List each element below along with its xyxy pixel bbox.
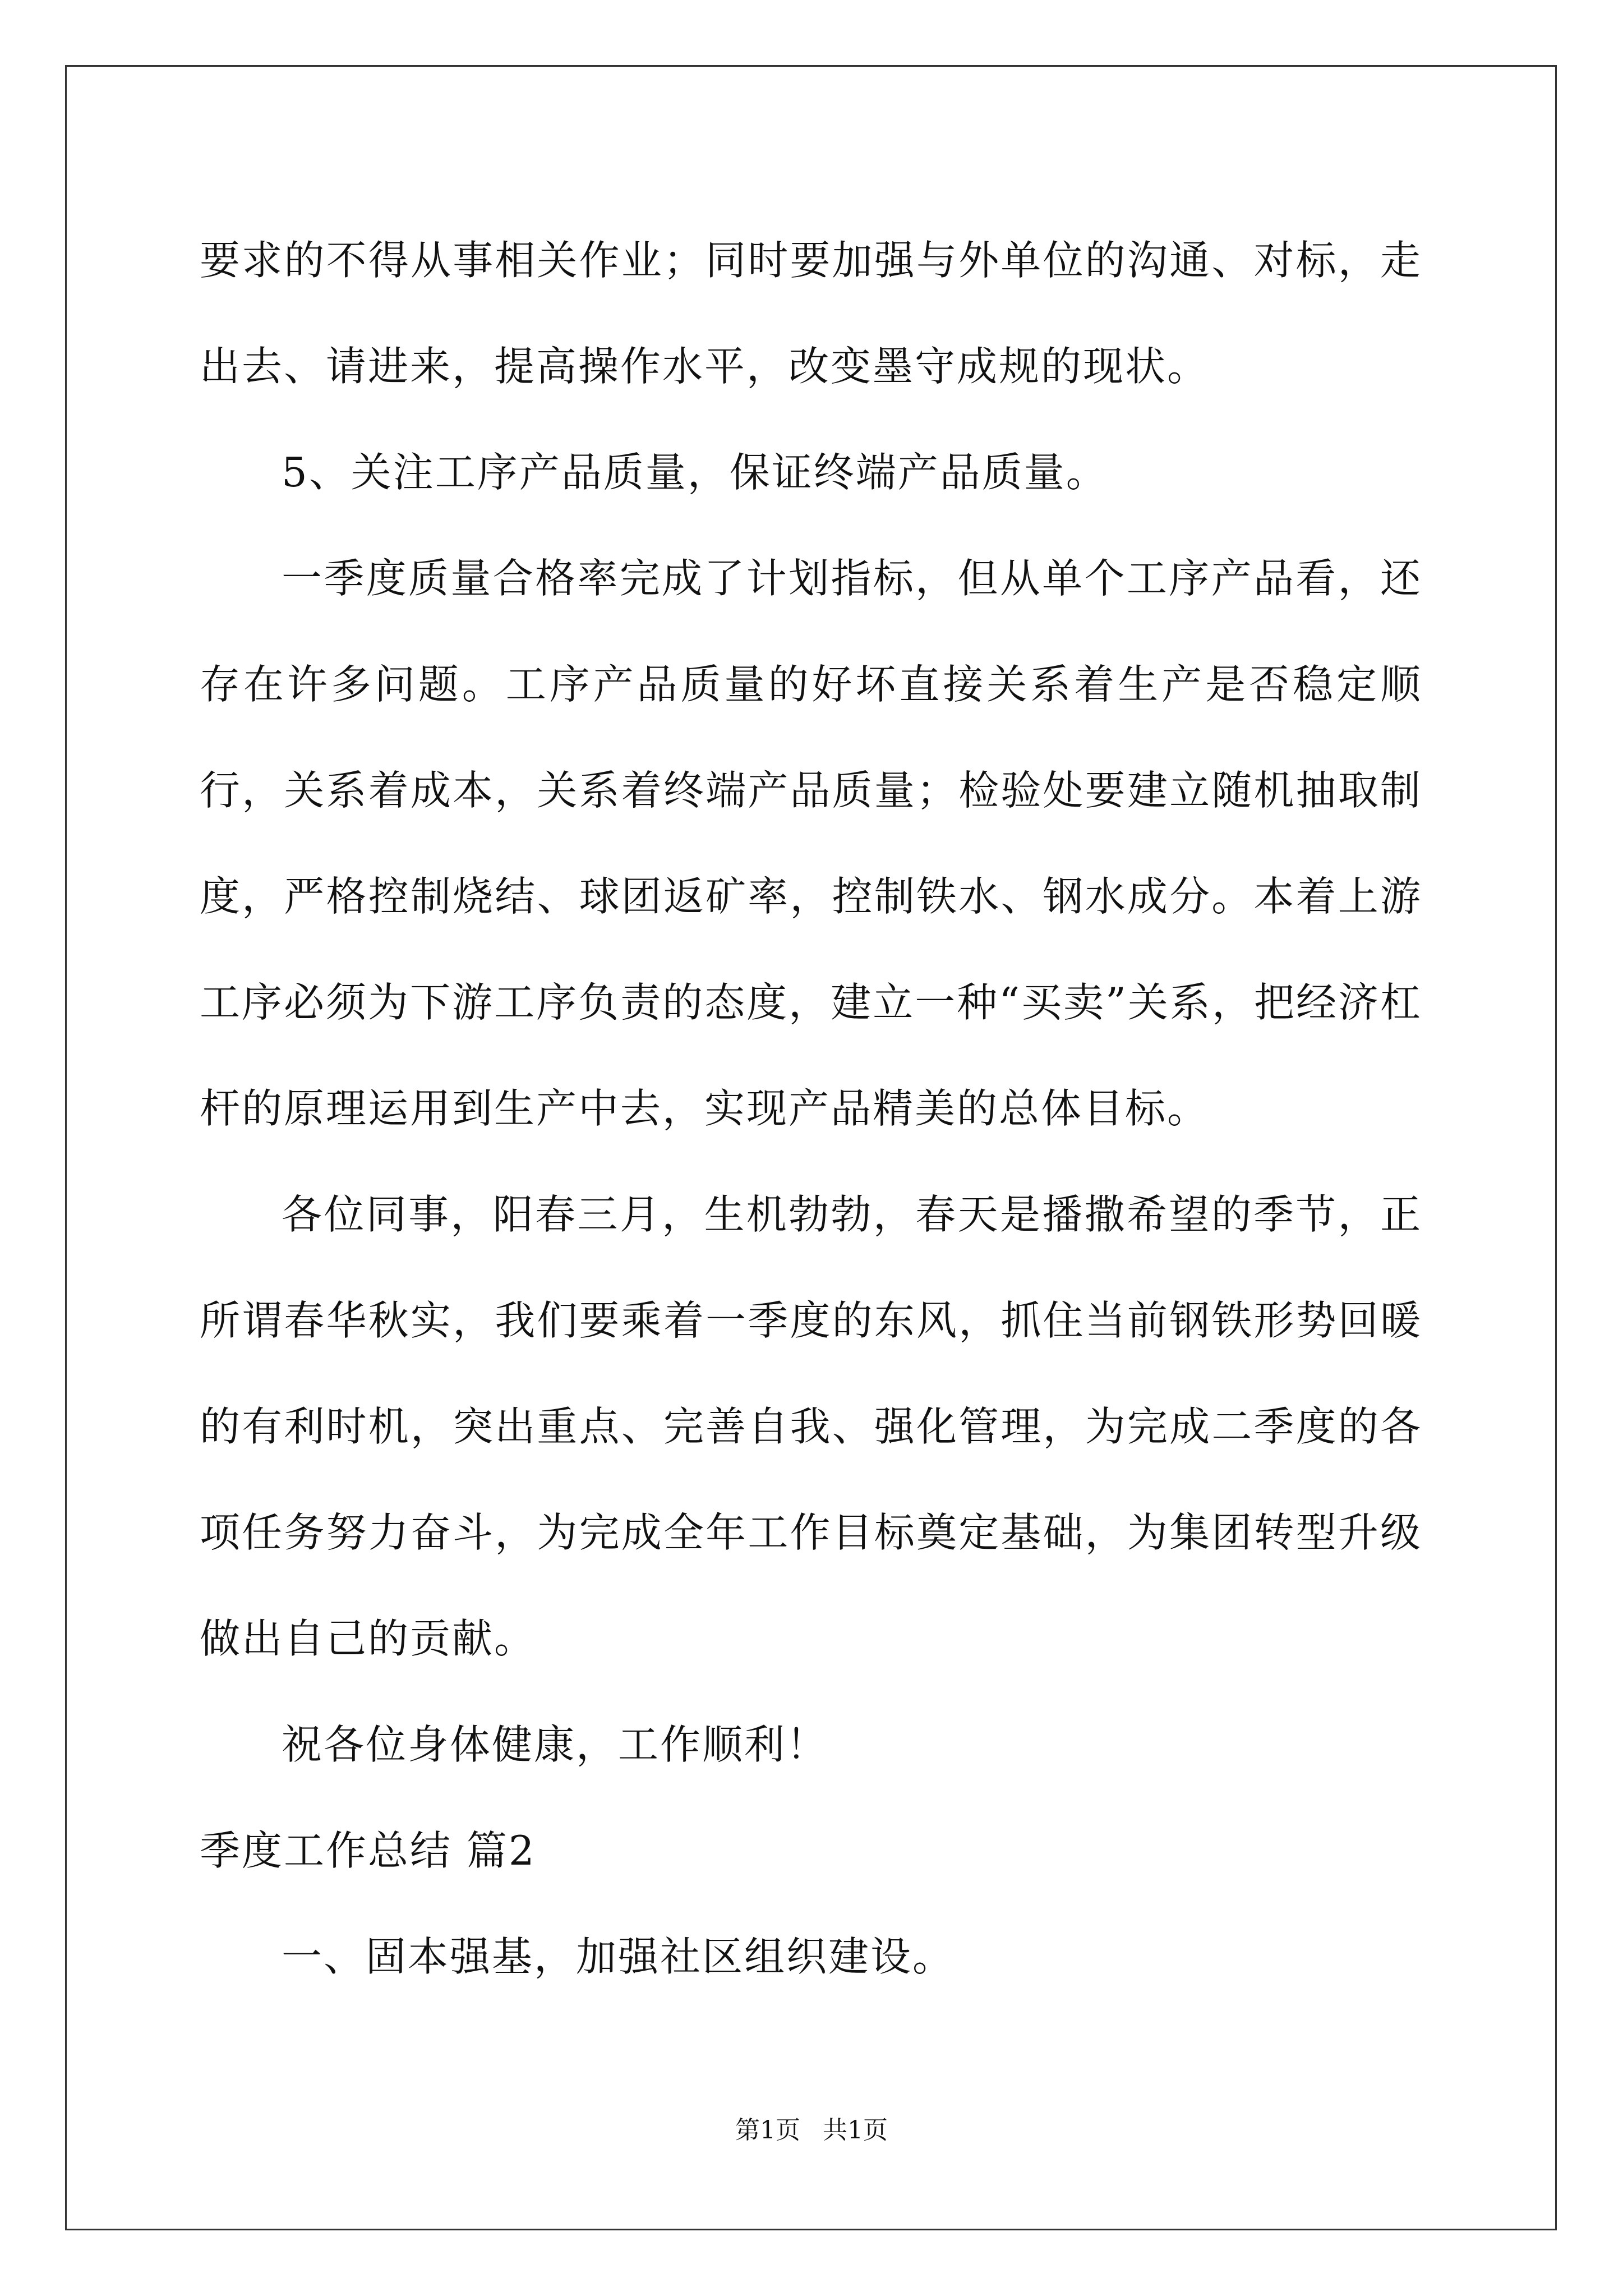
page-footer: [0, 2114, 1623, 2147]
paragraph-item-5: 5、关注工序产品质量，保证终端产品质量。: [282, 449, 1108, 496]
paragraph-section-start: 一、固本强基，加强社区组织建设。: [282, 1933, 955, 1980]
paragraph-wishes: 祝各位身体健康，工作顺利！: [282, 1721, 829, 1768]
paragraph-quality: 一季度质量合格率完成了计划指标，但从单个工序产品看，还存在许多问题。工序产品质量的好坏直接关系着生产是否稳定顺行，关系着成本，关系着终端产品质量；检验处要建立随机抽取制度，严格控制烧结、球团返矿率，控制铁水、钢水成分。本着上游工序必须为下游工序负责的态度，建立一种“买卖”关系，把经济杠杆的原理运用到生产中去，实现产品精美的总体目标。: [200, 555, 1422, 1132]
page-number-total: 共1页: [823, 2116, 888, 2145]
section-heading: 季度工作总结 篇2: [200, 1827, 536, 1874]
paragraph-closing: 各位同事，阳春三月，生机勃勃，春天是播撒希望的季节，正所谓春华秋实，我们要乘着一季度的东风，抓住当前钢铁形势回暖的有利时机，突出重点、完善自我、强化管理，为完成二季度的各项任务努力奋斗，为完成全年工作目标奠定基础，为集团转型升级做出自己的贡献。: [200, 1191, 1422, 1662]
paragraph-continuation: 要求的不得从事相关作业；同时要加强与外单位的沟通、对标，走出去、请进来，提高操作水平，改变墨守成规的现状。: [200, 237, 1422, 390]
document-body: [200, 208, 1422, 2010]
page-number-current: 第1页: [735, 2116, 800, 2145]
